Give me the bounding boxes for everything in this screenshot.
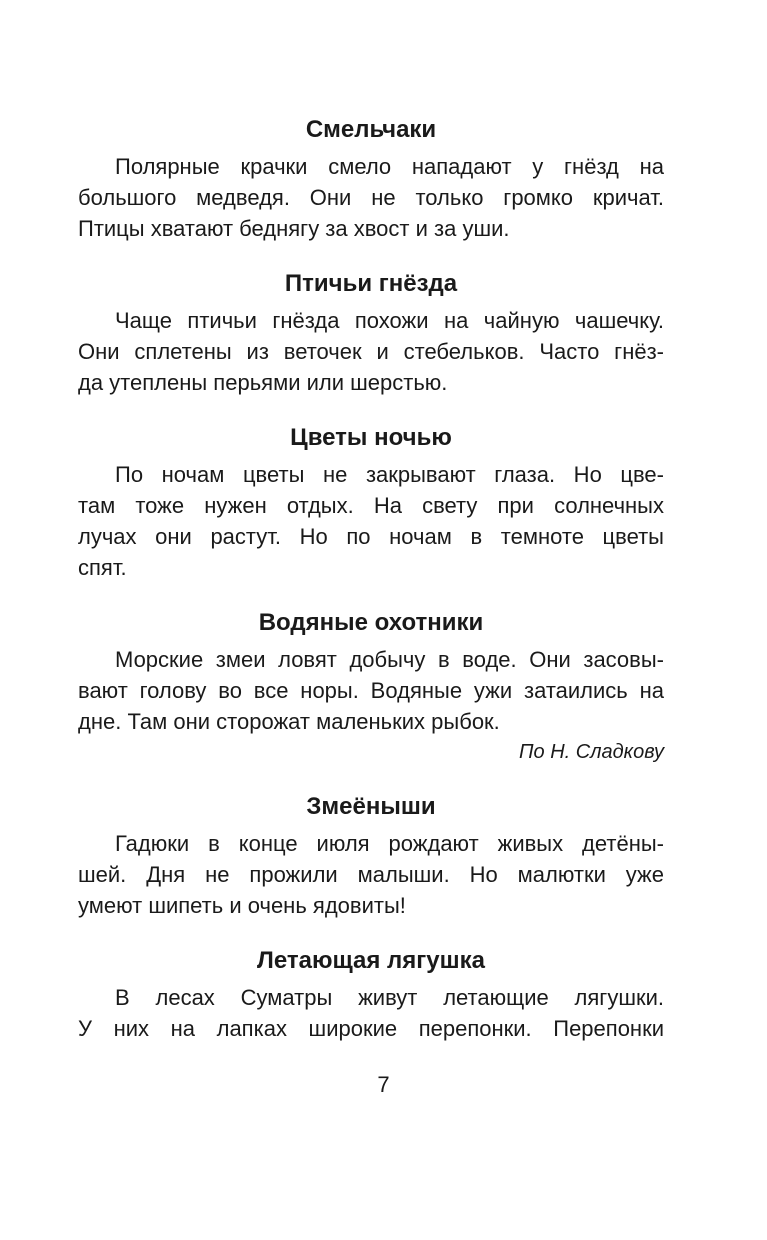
section-letayushchaya-lyagushka (78, 945, 664, 1044)
text-line: Они сплетены из веточек и стебельков. Часто гнёз- (78, 339, 664, 364)
section-title: Летающая лягушка (257, 947, 485, 974)
text-line: У них на лапках широкие перепонки. Перепонки (78, 1016, 664, 1041)
section-zmeenyshi (78, 791, 664, 921)
section-ptichi-gnezda (78, 268, 664, 398)
section-title: Водяные охотники (258, 609, 484, 636)
section-paragraph (78, 305, 664, 398)
text-line: спят. (78, 555, 127, 580)
section-title: Птичьи гнёзда (284, 270, 458, 297)
section-paragraph (78, 828, 664, 921)
section-paragraph (78, 459, 664, 583)
section-vodyanye-ohotniki (78, 607, 664, 767)
text-line: вают голову во все норы. Водяные ужи затаились на (78, 678, 664, 703)
text-line: Морские змеи ловят добычу в воде. Они засовы- (115, 647, 664, 672)
text-line: да утеплены перьями или шерстью. (78, 370, 448, 395)
author-attribution: По Н. Сладкову (519, 741, 664, 763)
text-line: дне. Там они сторожат маленьких рыбок. (78, 709, 500, 734)
text-line: там тоже нужен отдых. На свету при солнечных (78, 493, 664, 518)
text-line: Гадюки в конце июля рождают живых детёны- (115, 831, 664, 856)
text-line: По ночам цветы не закрывают глаза. Но цве- (115, 462, 664, 487)
page-number: 7 (377, 1072, 390, 1097)
text-line: большого медведя. Они не только громко кричат. (78, 185, 664, 210)
section-smelchaki (78, 114, 664, 244)
page-content (78, 114, 664, 1044)
section-paragraph (78, 982, 664, 1044)
section-title: Цветы ночью (290, 424, 452, 451)
text-line: Полярные крачки смело нападают у гнёзд на (115, 154, 664, 179)
text-line: шей. Дня не прожили малыши. Но малютки уже (78, 862, 664, 887)
section-title: Змеёныши (306, 793, 436, 820)
section-cvety-nochyu (78, 422, 664, 583)
section-title: Смельчаки (305, 116, 437, 143)
text-line: В лесах Суматры живут летающие лягушки. (115, 985, 664, 1010)
section-paragraph (78, 151, 664, 244)
text-line: Чаще птичьи гнёзда похожи на чайную чашечку. (115, 308, 664, 333)
text-line: умеют шипеть и очень ядовиты! (78, 893, 406, 918)
text-line: Птицы хватают беднягу за хвост и за уши. (78, 216, 510, 241)
section-paragraph (78, 644, 664, 737)
text-line: лучах они растут. Но по ночам в темноте цветы (78, 524, 664, 549)
